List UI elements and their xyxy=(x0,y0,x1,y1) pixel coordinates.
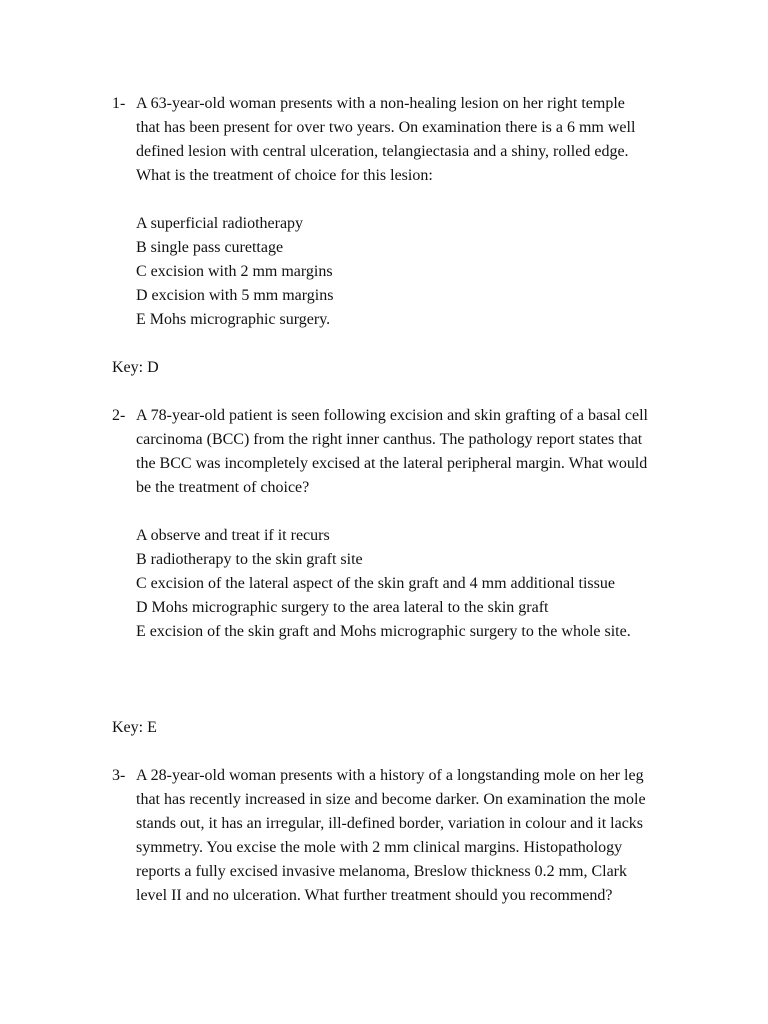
answer-option: C excision with 2 mm margins xyxy=(136,263,333,280)
answer-option: B radiotherapy to the skin graft site xyxy=(136,551,363,568)
answer-option: A superficial radiotherapy xyxy=(136,215,304,232)
question-1 xyxy=(112,92,652,332)
answer-option: A observe and treat if it recurs xyxy=(136,527,330,544)
answer-options xyxy=(136,212,652,332)
question-text: A 28-year-old woman presents with a history of a longstanding mole on her leg that has recently increased in size and become darker. On examination the mole stands out, it has an irregular, ill-defined border, variation in colour and it lacks symmetry. You excise the mole with 2 mm clinical margins. Histopathology reports a fully excised invasive melanoma, Breslow thickness 0.2 mm, Clark level II and no ulceration. What further treatment should you recommend? xyxy=(136,767,646,904)
question-text: A 78-year-old patient is seen following excision and skin grafting of a basal cell carcinoma (BCC) from the right inner canthus. The pathology report states that the BCC was incompletely excised at the lateral peripheral margin. What would be the treatment of choice? xyxy=(136,407,648,496)
question-number: 1- xyxy=(112,95,126,112)
answer-key: Key: D xyxy=(112,359,159,376)
question-text: A 63-year-old woman presents with a non-healing lesion on her right temple that has been present for over two years. On examination there is a 6 mm well defined lesion with central ulceration, telangiectasia and a shiny, rolled edge. What is the treatment of choice for this lesion: xyxy=(136,95,636,184)
answer-key: Key: E xyxy=(112,719,157,736)
answer-option: D Mohs micrographic surgery to the area lateral to the skin graft xyxy=(136,599,549,616)
question-number: 3- xyxy=(112,767,126,784)
question-3 xyxy=(112,764,652,908)
answer-option: E Mohs micrographic surgery. xyxy=(136,311,331,328)
answer-option: B single pass curettage xyxy=(136,239,284,256)
answer-option: C excision of the lateral aspect of the skin graft and 4 mm additional tissue xyxy=(136,575,615,592)
answer-option: D excision with 5 mm margins xyxy=(136,287,334,304)
answer-option: E excision of the skin graft and Mohs micrographic surgery to the whole site. xyxy=(136,623,631,640)
question-2 xyxy=(112,404,652,644)
answer-options xyxy=(136,524,652,644)
question-number: 2- xyxy=(112,407,126,424)
